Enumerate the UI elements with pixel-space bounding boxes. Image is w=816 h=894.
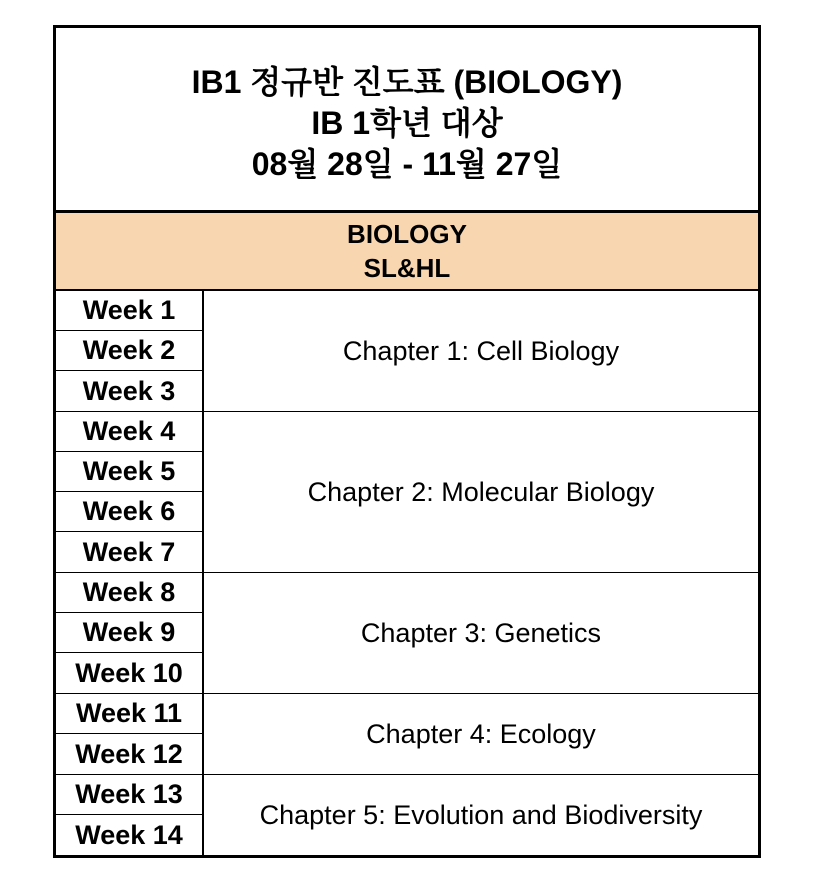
week-cell: Week 4 (56, 412, 202, 452)
week-cell: Week 2 (56, 331, 202, 371)
weeks-column (56, 412, 204, 572)
chapter-group-3 (56, 573, 758, 694)
subject-level: SL&HL (363, 253, 451, 284)
subject-header (56, 213, 758, 291)
week-cell: Week 11 (56, 694, 202, 734)
title-line-target: IB 1학년 대상 (311, 104, 503, 141)
chapter-group-2 (56, 412, 758, 573)
week-cell: Week 7 (82, 536, 176, 567)
week-cell: Week 6 (56, 492, 202, 532)
chapter-group-4 (56, 694, 758, 775)
chapter-group-5 (56, 775, 758, 855)
week-cell: Week 12 (75, 738, 183, 769)
title-block (56, 28, 758, 213)
week-cell: Week 13 (56, 775, 202, 815)
subject-name: BIOLOGY (347, 219, 467, 250)
chapter-title: Chapter 5: Evolution and Biodiversity (259, 799, 703, 830)
week-cell: Week 14 (75, 819, 183, 850)
chapter-title: Chapter 1: Cell Biology (342, 335, 620, 366)
weeks-column (56, 775, 204, 855)
chapter-title: Chapter 3: Genetics (360, 617, 602, 648)
week-cell: Week 10 (75, 657, 183, 688)
schedule-table (53, 25, 761, 858)
chapter-title: Chapter 4: Ecology (366, 718, 596, 749)
chapter-title: Chapter 2: Molecular Biology (307, 476, 655, 507)
title-line-course: IB1 정규반 진도표 (BIOLOGY) (191, 63, 623, 100)
weeks-column (56, 694, 204, 774)
week-cell: Week 3 (82, 375, 176, 406)
weeks-column (56, 291, 204, 411)
week-cell: Week 1 (56, 291, 202, 331)
week-cell: Week 9 (56, 613, 202, 653)
week-cell: Week 8 (56, 573, 202, 613)
schedule-body (56, 291, 758, 855)
title-line-dates: 08월 28일 - 11월 27일 (251, 145, 563, 182)
chapter-group-1 (56, 291, 758, 412)
weeks-column (56, 573, 204, 693)
week-cell: Week 5 (56, 452, 202, 492)
